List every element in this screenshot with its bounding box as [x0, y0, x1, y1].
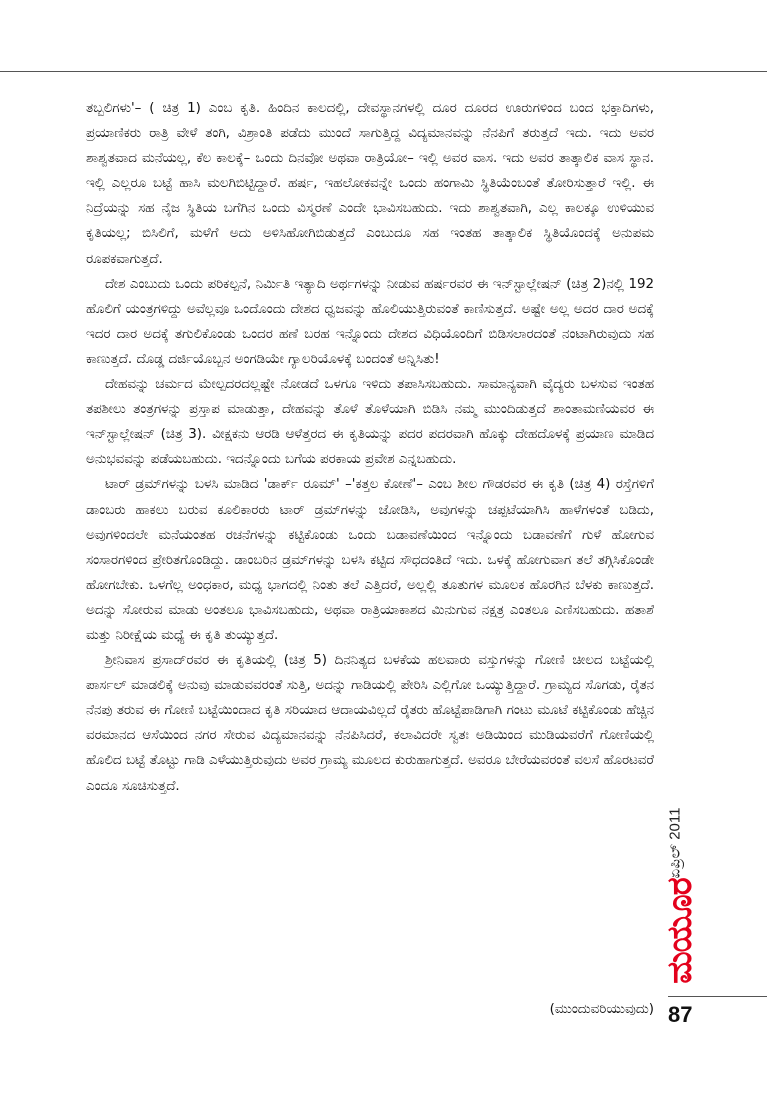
footer-rule	[668, 996, 767, 997]
magazine-logo	[660, 878, 700, 984]
paragraph-4: ಟಾರ್ ಡ್ರಮ್‌ಗಳನ್ನು ಬಳಸಿ ಮಾಡಿದ 'ಡಾರ್ಕ್ ರೂಮ್' –'ಕತ್ತಲ ಕೋಣೆ'– ಎಂಬ ಶೀಲ ಗೌಡರವರ ಈ ಕೃತಿ (ಚಿತ್ರ 4) ರಸ್ತೆಗಳಿಗೆ ಡಾಂಬರು ಹಾಕಲು ಬರುವ ಕೂಲಿಕಾರರು ಟಾರ್ ಡ್ರಮ್‌ಗಳನ್ನು ಜೋಡಿಸಿ, ಅವುಗಳನ್ನು ಚಪ್ಪಟೆಯಾಗಿಸಿ ಹಾಳೆಗಳಂತೆ ಬಡಿದು, ಅವುಗಳಿಂದಲೇ ಮನೆಯಂತಹ ರಚನೆಗಳನ್ನು ಕಟ್ಟಿಕೊಂಡು ಒಂದು ಬಡಾವಣೆಯಿಂದ ಇನ್ನೊಂದು ಬಡಾವಣೆಗೆ ಗುಳೆ ಹೋಗುವ ಸಂಸಾರಗಳಿಂದ ಪ್ರೇರಿತಗೊಂಡಿದ್ದು. ಡಾಂಬರಿನ ಡ್ರಮ್‌ಗಳನ್ನು ಬಳಸಿ ಕಟ್ಟಿದ ಸೌಧದಂತಿದೆ ಇದು. ಒಳಕ್ಕೆ ಹೋಗುವಾಗ ತಲೆ ತಗ್ಗಿಸಿಕೊಂಡೇ ಹೋಗಬೇಕು. ಒಳಗೆಲ್ಲ ಅಂಧಕಾರ, ಮಧ್ಯ ಭಾಗದಲ್ಲಿ ನಿಂತು ತಲೆ ಎತ್ತಿದರೆ, ಅಲ್ಲಲ್ಲಿ ತೂತುಗಳ ಮೂಲಕ ಹೊರಗಿನ ಬೆಳಕು ಕಾಣುತ್ತದೆ. ಅದನ್ನು ಸೋರುವ ಮಾಡು ಅಂತಲೂ ಭಾವಿಸಬಹುದು, ಅಥವಾ ರಾತ್ರಿಯಾಕಾಶದ ಮಿನುಗುವ ನಕ್ಷತ್ರ ಎಂತಲೂ ಎಣಿಸಬಹುದು. ಹತಾಶೆ ಮತ್ತು ನಿರೀಕ್ಷೆಯ ಮಧ್ಯೆ ಈ ಕೃತಿ ತುಯ್ಯುತ್ತದೆ.	[86, 477, 654, 643]
page-number: 87	[668, 1002, 693, 1027]
magazine-logo-text: ಮಯೂರ	[660, 878, 700, 984]
article-body	[86, 96, 654, 799]
continued-note: (ಮುಂದುವರಿಯುವುದು)	[549, 1002, 654, 1017]
paragraph-3: ದೇಹವನ್ನು ಚರ್ಮದ ಮೇಲ್ಪದರದಲ್ಲಷ್ಟೇ ನೋಡದೆ ಒಳಗೂ ಇಳಿದು ತಪಾಸಿಸಬಹುದು. ಸಾಮಾನ್ಯವಾಗಿ ವೈದ್ಯರು ಬಳಸುವ ಇಂತಹ ತಪಶೀಲು ತಂತ್ರಗಳನ್ನು ಪ್ರಸ್ತಾಪ ಮಾಡುತ್ತಾ, ದೇಹವನ್ನು ತೊಳೆ ತೊಳೆಯಾಗಿ ಬಿಡಿಸಿ ನಮ್ಮ ಮುಂದಿಡುತ್ತದೆ ಶಾಂತಾಮಣಿಯವರ ಈ ಇನ್‌ಸ್ಟಾಲ್ಲೇಷನ್ (ಚಿತ್ರ 3). ವೀಕ್ಷಕನು ಆರಡಿ ಆಳೆತ್ತರದ ಈ ಕೃತಿಯನ್ನು ಪದರ ಪದರವಾಗಿ ಹೊಕ್ಕು ದೇಹದೊಳಕ್ಕೆ ಪ್ರಯಾಣ ಮಾಡಿದ ಅನುಭವವನ್ನು ಪಡೆಯಬಹುದು. ಇದನ್ನೊಂದು ಬಗೆಯ ಪರಕಾಯ ಪ್ರವೇಶ ಎನ್ನಬಹುದು.	[86, 377, 654, 468]
issue-date-text: ಏಪ್ರಿಲ್ 2011	[666, 807, 684, 878]
paragraph-2: ದೇಶ ಎಂಬುದು ಒಂದು ಪರಿಕಲ್ಪನೆ, ನಿರ್ಮಿತಿ ಇತ್ಯಾದಿ ಅರ್ಥಗಳನ್ನು ನೀಡುವ ಹರ್ಷರವರ ಈ ಇನ್‌ಸ್ಟಾಲ್ಲೇಷನ್ (ಚಿತ್ರ 2)ನಲ್ಲಿ 192 ಹೊಲಿಗೆ ಯಂತ್ರಗಳಿದ್ದು ಅವೆಲ್ಲವೂ ಒಂದೊಂದು ದೇಶದ ಧ್ವಜವನ್ನು ಹೊಲಿಯುತ್ತಿರುವಂತೆ ಕಾಣಿಸುತ್ತದೆ. ಅಷ್ಟೇ ಅಲ್ಲ ಅದರ ದಾರ ಅದಕ್ಕೆ ಇದರ ದಾರ ಅದಕ್ಕೆ ತಗುಲಿಕೊಂಡು ಒಂದರ ಹಣೆ ಬರಹ ಇನ್ನೊಂದು ದೇಶದ ವಿಧಿಯೊಂದಿಗೆ ಬಿಡಿಸಲಾರದಂತೆ ನಂಟಾಗಿರುವುದು ಸಹ ಕಾಣುತ್ತದೆ. ದೊಡ್ಡ ದರ್ಜಿಯೊಬ್ಬನ ಅಂಗಡಿಯೇ ಗ್ಯಾಲರಿಯೊಳಕ್ಕೆ ಬಂದಂತೆ ಅನ್ನಿಸಿತು!	[86, 276, 654, 367]
paragraph-1: ತಬ್ಬಲಿಗಳು'– ( ಚಿತ್ರ 1) ಎಂಬ ಕೃತಿ. ಹಿಂದಿನ ಕಾಲದಲ್ಲಿ, ದೇವಸ್ಥಾನಗಳಲ್ಲಿ ದೂರ ದೂರದ ಊರುಗಳಿಂದ ಬಂದ ಭಕ್ತಾದಿಗಳು, ಪ್ರಯಾಣಿಕರು ರಾತ್ರಿ ವೇಳೆ ತಂಗಿ, ವಿಶ್ರಾಂತಿ ಪಡೆದು ಮುಂದೆ ಸಾಗುತ್ತಿದ್ದ ವಿದ್ಯಮಾನವನ್ನು ನೆನಪಿಗೆ ತರುತ್ತದೆ ಇದು. ಇದು ಅವರ ಶಾಶ್ವತವಾದ ಮನೆಯಲ್ಲ, ಕೆಲ ಕಾಲಕ್ಕೆ– ಒಂದು ದಿನವೋ ಅಥವಾ ರಾತ್ರಿಯೋ– ಇಲ್ಲಿ ಅವರ ವಾಸ. ಇದು ಅವರ ತಾತ್ಕಾಲಿಕ ವಾಸ ಸ್ಥಾನ. ಇಲ್ಲಿ ಎಲ್ಲರೂ ಬಟ್ಟೆ ಹಾಸಿ ಮಲಗಿಬಿಟ್ಟಿದ್ದಾರೆ. ಹರ್ಷ, ಇಹಲೋಕವನ್ನೇ ಒಂದು ಹಂಗಾಮಿ ಸ್ಥಿತಿಯೆಂಬಂತೆ ತೋರಿಸುತ್ತಾರೆ ಇಲ್ಲಿ. ಈ ನಿದ್ರೆಯನ್ನು ಸಹ ನೈಜ ಸ್ಥಿತಿಯ ಬಗೆಗಿನ ಒಂದು ವಿಸ್ಮರಣೆ ಎಂದೇ ಭಾವಿಸಬಹುದು. ಇದು ಶಾಶ್ವತವಾಗಿ, ಎಲ್ಲ ಕಾಲಕ್ಕೂ ಉಳಿಯುವ ಕೃತಿಯಲ್ಲ; ಬಿಸಿಲಿಗೆ, ಮಳೆಗೆ ಅದು ಅಳಿಸಿಹೋಗಿಬಿಡುತ್ತದೆ ಎಂಬುದೂ ಸಹ ಇಂತಹ ತಾತ್ಕಾಲಿಕ ಸ್ಥಿತಿಯೊಂದಕ್ಕೆ ಅನುಪಮ ರೂಪಕವಾಗುತ್ತದೆ.	[86, 101, 654, 267]
paragraph-5: ಶ್ರೀನಿವಾಸ ಪ್ರಸಾದ್‌ರವರ ಈ ಕೃತಿಯಲ್ಲಿ (ಚಿತ್ರ 5) ದಿನನಿತ್ಯದ ಬಳಕೆಯ ಹಲವಾರು ವಸ್ತುಗಳನ್ನು ಗೋಣಿ ಚೀಲದ ಬಟ್ಟೆಯಲ್ಲಿ ಪಾರ್ಸಲ್ ಮಾಡಲಿಕ್ಕೆ ಅನುವು ಮಾಡುವವರಂತೆ ಸುತ್ತಿ, ಅದನ್ನು ಗಾಡಿಯಲ್ಲಿ ಪೇರಿಸಿ ಎಲ್ಲಿಗೋ ಒಯ್ಯುತ್ತಿದ್ದಾರೆ. ಗ್ರಾಮ್ಯದ ಸೊಗಡು, ರೈತನ ನೆನಪು ತರುವ ಈ ಗೋಣಿ ಬಟ್ಟೆಯಿಂದಾದ ಕೃತಿ ಸರಿಯಾದ ಆದಾಯವಿಲ್ಲದೆ ರೈತರು ಹೊಟ್ಟೆಪಾಡಿಗಾಗಿ ಗಂಟು ಮೂಟೆ ಕಟ್ಟಿಕೊಂಡು ಹೆಚ್ಚಿನ ವರಮಾನದ ಆಸೆಯಿಂದ ನಗರ ಸೇರುವ ವಿದ್ಯಮಾನವನ್ನು ನೆನಪಿಸಿದರೆ, ಕಲಾವಿದರೇ ಸ್ವತಃ ಅಡಿಯಿಂದ ಮುಡಿಯವರೆಗೆ ಗೋಣಿಯಲ್ಲಿ ಹೊಲಿದ ಬಟ್ಟೆ ತೊಟ್ಟು ಗಾಡಿ ಎಳೆಯುತ್ತಿರುವುದು ಅವರ ಗ್ರಾಮ್ಯ ಮೂಲದ ಕುರುಹಾಗುತ್ತದೆ. ಅವರೂ ಬೇರೆಯವರಂತೆ ವಲಸೆ ಹೊರಟವರೆ ಎಂದೂ ಸೂಚಿಸುತ್ತದೆ.	[86, 653, 654, 794]
header-rule	[0, 71, 767, 72]
